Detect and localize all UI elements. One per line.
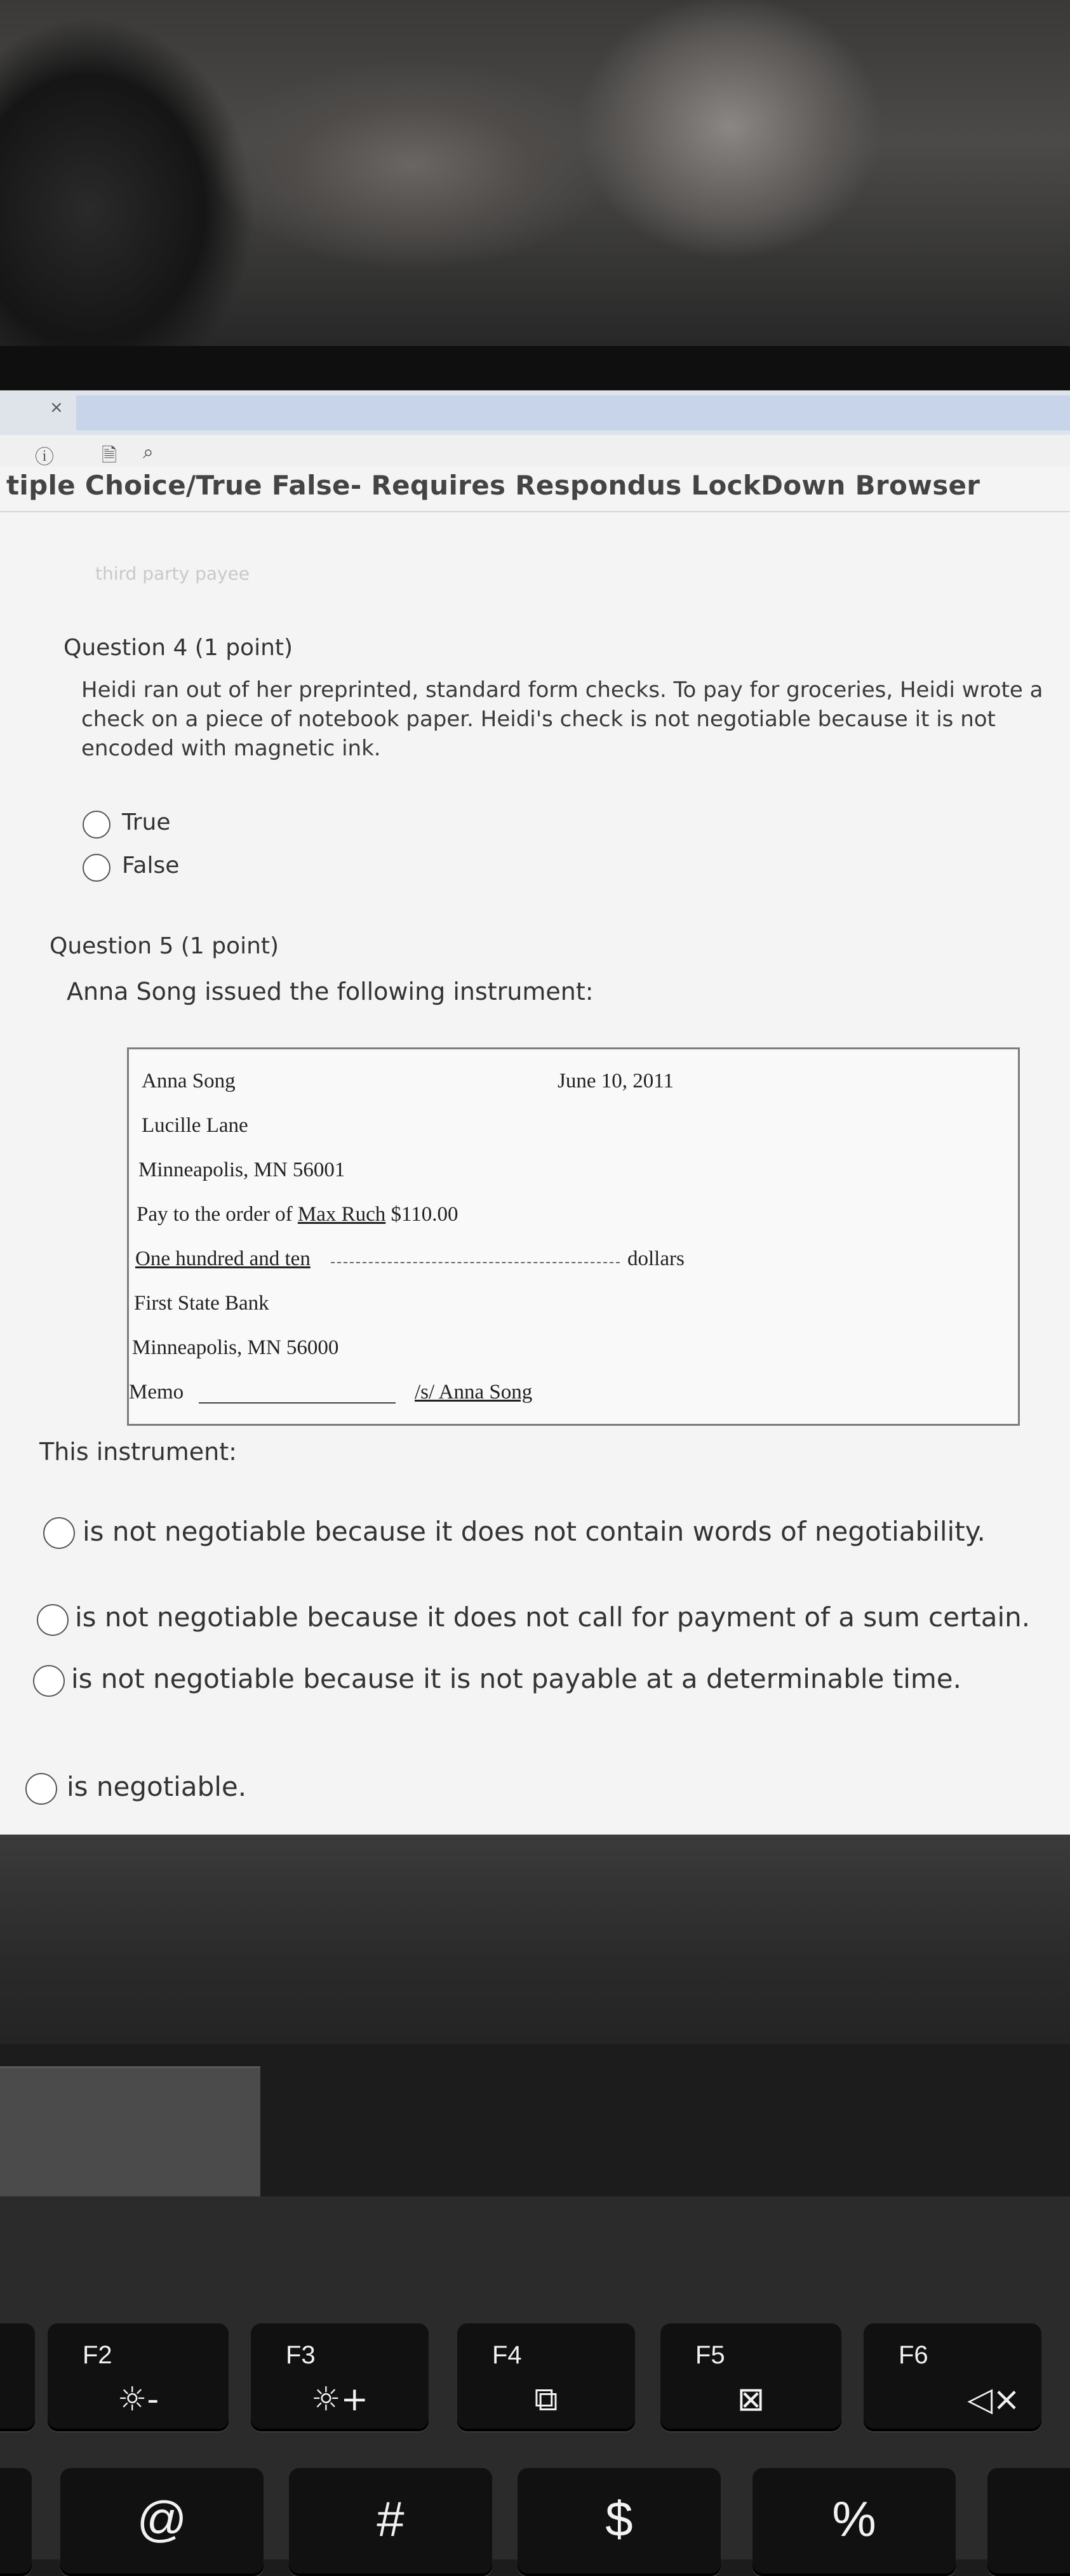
tab-close-icon[interactable]: ×	[50, 398, 64, 417]
browser-toolbar	[0, 435, 1070, 467]
key-f2[interactable]	[48, 2323, 229, 2431]
key-dollar-label: $	[605, 2491, 633, 2547]
keyboard	[0, 2196, 1070, 2559]
check-dash-line	[331, 1262, 620, 1263]
brightness-down-icon: ☼-	[117, 2380, 159, 2419]
check-instrument	[127, 1047, 1020, 1426]
key-f5[interactable]	[660, 2323, 841, 2431]
laptop-bottom-bezel	[0, 1835, 1070, 2044]
mute-icon: ◁×	[967, 2380, 1020, 2419]
check-bank-city: Minneapolis, MN 56000	[132, 1336, 339, 1359]
key-hash-label: #	[377, 2491, 405, 2547]
question-5-intro: Anna Song issued the following instrument:	[67, 978, 594, 1006]
check-signature: /s/ Anna Song	[415, 1381, 533, 1404]
key-partial-right[interactable]	[987, 2468, 1070, 2576]
check-amount-words: One hundred and ten	[135, 1247, 311, 1270]
question-4-text: Heidi ran out of her preprinted, standard form checks. To pay for groceries, Heidi wrote a check on a piece of notebook paper. Heidi's check is not negotiable because it is not encoded with magnetic ink.	[81, 677, 1043, 761]
q5-radio-c[interactable]	[33, 1665, 65, 1697]
reader-icon[interactable]: 🗎	[102, 444, 117, 467]
active-tab[interactable]	[76, 395, 1070, 430]
key-f3-label: F3	[286, 2341, 316, 2369]
display-switch-icon: ⧉	[534, 2380, 558, 2419]
key-partial-left[interactable]	[0, 2468, 32, 2576]
laptop-screen	[0, 390, 1070, 1835]
key-percent[interactable]	[752, 2468, 956, 2576]
q5-option-c[interactable]: is not negotiable because it is not payable at a determinable time.	[71, 1663, 961, 1694]
q5-radio-d[interactable]	[25, 1773, 57, 1805]
check-drawer-name: Anna Song	[142, 1070, 236, 1092]
brightness-up-icon: ☼+	[311, 2380, 369, 2419]
q4-radio-false[interactable]	[83, 854, 110, 882]
q5-radio-b[interactable]	[37, 1604, 69, 1636]
laptop-bezel	[0, 346, 1070, 394]
check-payee: Max Ruch	[297, 1203, 386, 1226]
page-title: tiple Choice/True False- Requires Respondus LockDown Browser	[6, 470, 980, 501]
key-f6[interactable]	[864, 2323, 1041, 2431]
q4-option-false[interactable]: False	[122, 853, 180, 879]
key-f6-label: F6	[899, 2341, 928, 2369]
check-date: June 10, 2011	[558, 1070, 674, 1092]
question-5-prompt: This instrument:	[39, 1438, 237, 1466]
key-f1-partial[interactable]	[0, 2323, 35, 2431]
search-icon[interactable]: ⌕	[143, 441, 154, 463]
check-bank: First State Bank	[134, 1292, 269, 1315]
key-at-label: @	[137, 2491, 187, 2547]
key-f2-label: F2	[83, 2341, 112, 2369]
previous-option-fragment: third party payee	[95, 563, 250, 584]
q5-option-d[interactable]: is negotiable.	[67, 1771, 247, 1802]
key-at[interactable]	[60, 2468, 264, 2576]
photo-background	[0, 0, 1070, 355]
check-dollars-label: dollars	[627, 1247, 685, 1270]
question-4-heading: Question 4 (1 point)	[64, 635, 293, 661]
q4-radio-true[interactable]	[83, 811, 110, 839]
key-percent-label: %	[832, 2491, 876, 2547]
key-hash[interactable]	[289, 2468, 492, 2576]
check-street: Lucille Lane	[142, 1114, 248, 1137]
q5-option-b[interactable]: is not negotiable because it does not call for payment of a sum certain.	[75, 1602, 1031, 1633]
browser-tab-strip	[0, 390, 1070, 435]
q5-radio-a[interactable]	[43, 1517, 75, 1549]
info-icon[interactable]: ⓘ	[35, 446, 54, 468]
laptop-hinge	[0, 2066, 260, 2201]
check-city: Minneapolis, MN 56001	[138, 1159, 345, 1181]
check-amount: $110.00	[391, 1203, 458, 1226]
key-f4-label: F4	[492, 2341, 522, 2369]
q5-option-a[interactable]: is not negotiable because it does not contain words of negotiability.	[83, 1516, 986, 1547]
key-f5-label: F5	[695, 2341, 725, 2369]
check-memo-line	[199, 1402, 396, 1404]
check-pay-line	[137, 1203, 458, 1226]
check-memo-label: Memo	[129, 1381, 184, 1404]
check-pay-prefix: Pay to the order of	[137, 1203, 293, 1226]
touchpad-toggle-icon: ⊠	[737, 2380, 765, 2419]
divider	[0, 511, 1070, 512]
q4-option-true[interactable]: True	[122, 809, 171, 835]
key-f3[interactable]	[251, 2323, 429, 2431]
key-dollar[interactable]	[518, 2468, 721, 2576]
key-f4[interactable]	[457, 2323, 635, 2431]
question-5-heading: Question 5 (1 point)	[50, 933, 279, 959]
